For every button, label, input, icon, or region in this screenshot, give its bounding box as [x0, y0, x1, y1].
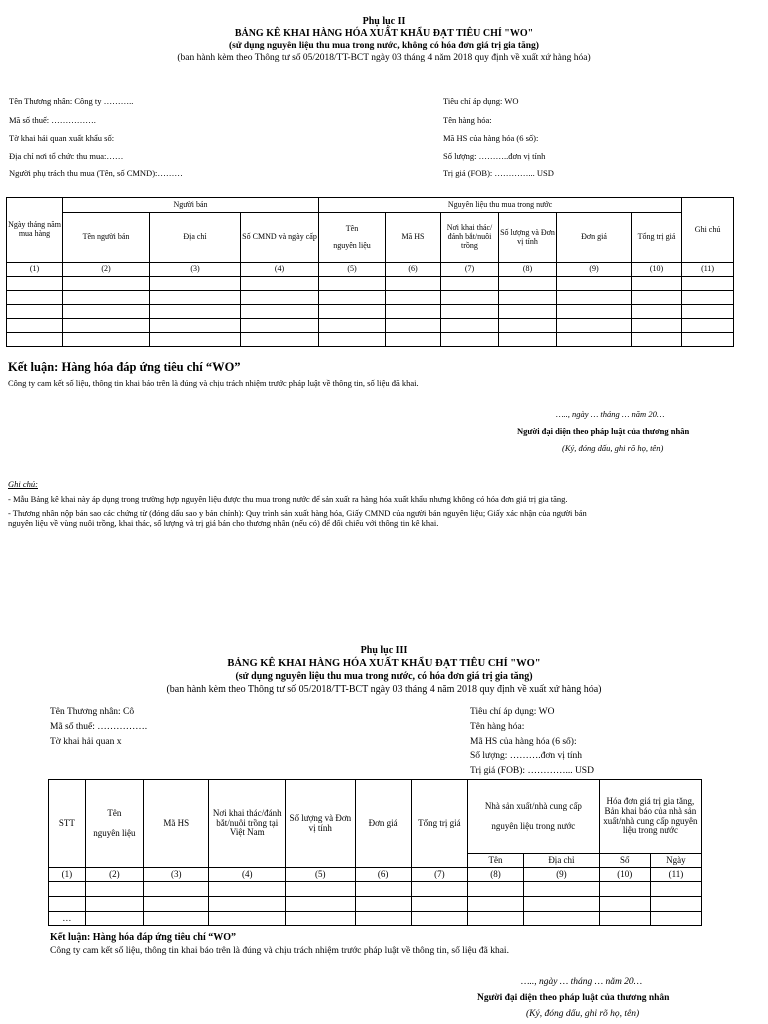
- table-row: [7, 319, 734, 333]
- appendix3-issued-note: (ban hành kèm theo Thông tư số 05/2018/TT-BCT ngày 03 tháng 4 năm 2018 quy định về xuất xứ hàng hóa): [166, 684, 602, 695]
- p3-customs-declaration-field: Tờ khai hải quan x: [50, 737, 122, 747]
- col-unit-price: Đơn giá: [355, 780, 411, 868]
- col-total-value: Tổng trị giá: [632, 213, 682, 263]
- col-number: (10): [632, 263, 682, 277]
- col-quantity: Số lượng và Đơn vị tính: [499, 213, 557, 263]
- p3-fob-value-field: Trị giá (FOB): …………... USD: [470, 766, 594, 776]
- material-name-line2: nguyên liệu: [93, 827, 136, 838]
- col-invoice-number: Số: [599, 854, 650, 868]
- appendix2-subtitle: (sử dụng nguyên liệu thu mua trong nước, không có hóa đơn giá trị gia tăng): [229, 41, 539, 51]
- col-number: (8): [467, 868, 523, 882]
- col-seller-name: Tên người bán: [63, 213, 150, 263]
- p2-representative: Người đại diện theo pháp luật của thương nhân: [517, 426, 690, 436]
- p2-date-line: ….., ngày … tháng … năm 20…: [556, 409, 665, 419]
- p2-tax-code-field: Mã số thuế: …………….: [9, 115, 96, 125]
- col-origin: Nơi khai thác/đánh bắt/nuôi trồng tại Việt Nam: [209, 780, 286, 868]
- ellipsis-cell: …: [49, 912, 86, 926]
- col-number: (8): [499, 263, 557, 277]
- p2-hs-code-field: Mã HS của hàng hóa (6 số):: [443, 133, 539, 143]
- col-number: (1): [49, 868, 86, 882]
- col-notes: Ghi chú: [682, 198, 734, 263]
- p2-note-line: nguyên liệu về vùng nuôi trồng, khai thác, số lượng và trị giá bán cho thương nhân (nếu có) để đối chiếu với thông tin kê khai.: [8, 518, 439, 528]
- table-row: [49, 912, 702, 926]
- p2-customs-declaration-field: Tờ khai hải quan xuất khẩu số:: [9, 133, 115, 143]
- p2-note-line: - Mẫu Bảng kê khai này áp dụng trong trường hợp nguyên liệu được thu mua trong nước để sản xuất ra hàng hóa xuất khẩu nhưng không có hóa đơn giá trị gia tăng.: [8, 494, 568, 504]
- p3-trader-name-field: Tên Thương nhân: Cô: [50, 707, 135, 717]
- p2-conclusion: Kết luận: Hàng hóa đáp ứng tiêu chí “WO”: [8, 360, 241, 374]
- col-number: (4): [241, 263, 319, 277]
- p2-quantity-field: Số lượng: ………..đơn vị tính: [443, 151, 546, 161]
- p2-purchase-officer-field: Người phụ trách thu mua (Tên, số CMND):………: [9, 168, 183, 178]
- appendix2-title: BẢNG KÊ KHAI HÀNG HÓA XUẤT KHẨU ĐẠT TIÊU CHÍ "WO": [234, 28, 534, 39]
- group-domestic-material: Nguyên liệu thu mua trong nước: [319, 198, 682, 213]
- table-row: [7, 291, 734, 305]
- appendix2-issued-note: (ban hành kèm theo Thông tư số 05/2018/TT-BCT ngày 03 tháng 4 năm 2018 quy định về xuất xứ hàng hóa): [177, 53, 591, 63]
- p3-hs-code-field: Mã HS của hàng hóa (6 số):: [470, 737, 577, 747]
- p2-goods-name-field: Tên hàng hóa:: [443, 115, 492, 125]
- col-number: (3): [144, 868, 209, 882]
- col-origin: Nơi khai thác/đánh bắt/nuôi trồng: [441, 213, 499, 263]
- group-vat-invoice: Hóa đơn giá trị gia tăng, Bản khai báo của nhà sản xuất/nhà cung cấp nguyên liệu trong nước: [599, 780, 701, 854]
- table-row: [49, 882, 702, 897]
- p2-fob-value-field: Trị giá (FOB): …………... USD: [443, 168, 554, 178]
- material-name-line1: Tên: [345, 223, 359, 233]
- material-name-line1: Tên: [107, 807, 122, 818]
- material-name-line2: nguyên liệu: [333, 240, 371, 250]
- appendix3-title: BẢNG KÊ KHAI HÀNG HÓA XUẤT KHẨU ĐẠT TIÊU CHÍ "WO": [227, 658, 541, 669]
- p2-note-line: - Thương nhân nộp bản sao các chứng từ (đóng dấu sao y bản chính): Quy trình sản xuất hàng hóa, Giấy CMND của người bán nguyên liệu; Giấy xác nhận của người bán: [8, 508, 587, 518]
- p3-sign-note: (Ký, đóng dấu, ghi rõ họ, tên): [526, 1009, 640, 1019]
- col-invoice-date: Ngày: [650, 854, 701, 868]
- group-supplier: [467, 780, 599, 854]
- col-number: (4): [209, 868, 286, 882]
- col-number: (9): [524, 868, 600, 882]
- supplier-line1: Nhà sản xuất/nhà cung cấp: [484, 800, 582, 811]
- p3-quantity-field: Số lượng: ……….đơn vị tính: [470, 751, 583, 761]
- col-number: (6): [355, 868, 411, 882]
- col-number: (5): [286, 868, 355, 882]
- col-number: (9): [557, 263, 632, 277]
- col-hs-code: Mã HS: [144, 780, 209, 868]
- p2-purchase-address-field: Địa chỉ nơi tổ chức thu mua:……: [9, 151, 124, 161]
- col-number: (7): [441, 263, 499, 277]
- p2-commitment: Công ty cam kết số liệu, thông tin khai báo trên là đúng và chịu trách nhiệm trước pháp luật về thông tin, số liệu đã khai.: [8, 378, 419, 388]
- col-number: (5): [319, 263, 386, 277]
- group-seller: Người bán: [63, 198, 319, 213]
- col-number: (7): [411, 868, 467, 882]
- table-row: [7, 333, 734, 347]
- col-total-value: Tổng trị giá: [411, 780, 467, 868]
- col-stt: STT: [49, 780, 86, 868]
- col-supplier-name: Tên: [467, 854, 523, 868]
- appendix2-heading: Phụ lục II: [362, 16, 406, 27]
- appendix3-subtitle: (sử dụng nguyên liệu thu mua trong nước, có hóa đơn giá trị gia tăng): [235, 671, 533, 682]
- appendix3-table: [48, 779, 702, 926]
- p3-commitment: Công ty cam kết số liệu, thông tin khai báo trên là đúng và chịu trách nhiệm trước pháp luật về thông tin, số liệu đã khai.: [50, 946, 509, 956]
- table-row: [49, 897, 702, 912]
- col-material-name: [85, 780, 143, 868]
- p3-representative: Người đại diện theo pháp luật của thương nhân: [477, 993, 670, 1003]
- supplier-line2: nguyên liệu trong nước: [491, 820, 576, 831]
- col-unit-price: Đơn giá: [557, 213, 632, 263]
- col-seller-id: Số CMND và ngày cấp: [241, 213, 319, 263]
- p2-criteria-field: Tiêu chí áp dụng: WO: [443, 96, 519, 106]
- col-hs-code: Mã HS: [386, 213, 441, 263]
- col-number: (10): [599, 868, 650, 882]
- p3-goods-name-field: Tên hàng hóa:: [470, 722, 525, 732]
- col-number: (3): [150, 263, 241, 277]
- col-purchase-date: Ngày tháng năm mua hàng: [7, 198, 63, 263]
- col-number: (6): [386, 263, 441, 277]
- p3-conclusion: Kết luận: Hàng hóa đáp ứng tiêu chí “WO”: [50, 932, 237, 943]
- col-number: (11): [682, 263, 734, 277]
- p3-date-line: ….., ngày … tháng … năm 20…: [521, 977, 643, 987]
- p2-sign-note: (Ký, đóng dấu, ghi rõ họ, tên): [562, 443, 664, 453]
- col-number: (2): [63, 263, 150, 277]
- table-row: [7, 305, 734, 319]
- p3-tax-code-field: Mã số thuế: …………….: [50, 722, 148, 732]
- appendix3-heading: Phụ lục III: [360, 645, 408, 656]
- table-row: [7, 277, 734, 291]
- appendix2-table: [6, 197, 734, 347]
- p2-notes-title: Ghi chú:: [8, 479, 38, 489]
- col-quantity: Số lượng và Đơn vị tính: [286, 780, 355, 868]
- col-number: (2): [85, 868, 143, 882]
- col-supplier-address: Địa chỉ: [524, 854, 600, 868]
- col-material-name: [319, 213, 386, 263]
- p2-trader-name-field: Tên Thương nhân: Công ty ………..: [9, 96, 134, 106]
- column-number-row: [49, 868, 702, 882]
- p3-criteria-field: Tiêu chí áp dụng: WO: [470, 707, 555, 717]
- column-number-row: [7, 263, 734, 277]
- col-number: (1): [7, 263, 63, 277]
- col-seller-address: Địa chỉ: [150, 213, 241, 263]
- col-number: (11): [650, 868, 701, 882]
